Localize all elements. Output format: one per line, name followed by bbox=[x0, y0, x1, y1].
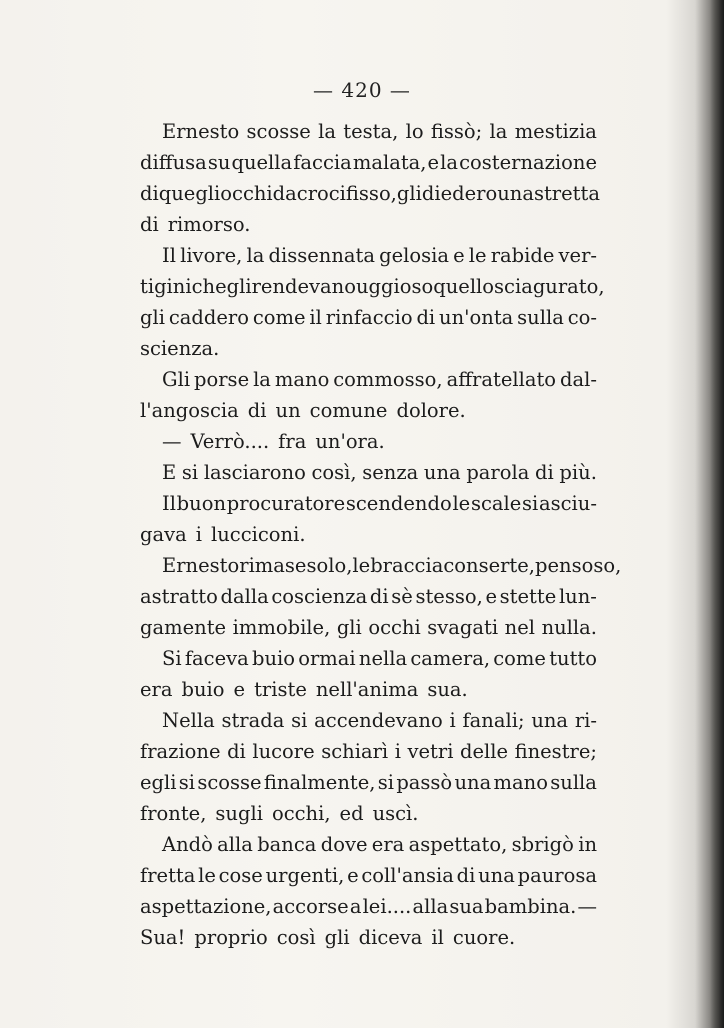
text-line: gava i lucciconi. bbox=[140, 523, 306, 546]
text-line: scienza. bbox=[140, 337, 220, 360]
text-line: Sua! proprio così gli diceva il cuore. bbox=[140, 926, 516, 949]
text-line: Nella strada si accendevano i fanali; una ri- bbox=[162, 709, 597, 732]
text-line: Si faceva buio ormai nella camera, come tutto bbox=[162, 647, 597, 670]
text-line: frazione di lucore schiarì i vetri delle finestre; bbox=[140, 740, 597, 763]
text-line: Andò alla banca dove era aspettato, sbrigò in bbox=[162, 833, 597, 856]
page-number: — 420 — bbox=[313, 78, 411, 102]
text-line: Il buon procuratore scendendo le scale si asciu- bbox=[162, 492, 597, 515]
text-line: — Verrò.... fra un'ora. bbox=[162, 430, 385, 453]
text-line: E si lasciarono così, senza una parola di più. bbox=[162, 461, 597, 484]
text-line: tigini che gli rendevano uggioso quello sciagurato, bbox=[140, 275, 605, 298]
text-line: Il livore, la dissennata gelosia e le rabide ver- bbox=[162, 244, 597, 267]
text-line: l'angoscia di un comune dolore. bbox=[140, 399, 466, 422]
text-line: Gli porse la mano commosso, affratellato dal- bbox=[162, 368, 597, 391]
text-line: fronte, sugli occhi, ed uscì. bbox=[140, 802, 419, 825]
text-line: Ernesto rimase solo, le braccia conserte, pensoso, bbox=[162, 554, 622, 577]
text-line: di quegli occhi da crocifisso, gli diedero una stretta bbox=[140, 182, 600, 205]
text-line: aspettazione, accorse a lei.... alla sua bambina. — bbox=[140, 895, 597, 918]
text-line: egli si scosse finalmente, si passò una mano sulla bbox=[140, 771, 597, 794]
body-text bbox=[140, 116, 622, 953]
text-line: astratto dalla coscienza di sè stesso, e stette lun- bbox=[140, 585, 597, 608]
text-line: diffusa su quella faccia malata, e la costernazione bbox=[140, 151, 597, 174]
text-line: era buio e triste nell'anima sua. bbox=[140, 678, 468, 701]
text-line: Ernesto scosse la testa, lo fissò; la mestizia bbox=[162, 120, 597, 143]
text-line: gamente immobile, gli occhi svagati nel nulla. bbox=[140, 616, 597, 639]
page-gutter-shadow bbox=[710, 0, 724, 1028]
text-line: gli caddero come il rinfaccio di un'onta sulla co- bbox=[140, 306, 597, 329]
text-line: fretta le cose urgenti, e coll'ansia di una paurosa bbox=[140, 864, 597, 887]
text-line: di rimorso. bbox=[140, 213, 251, 236]
